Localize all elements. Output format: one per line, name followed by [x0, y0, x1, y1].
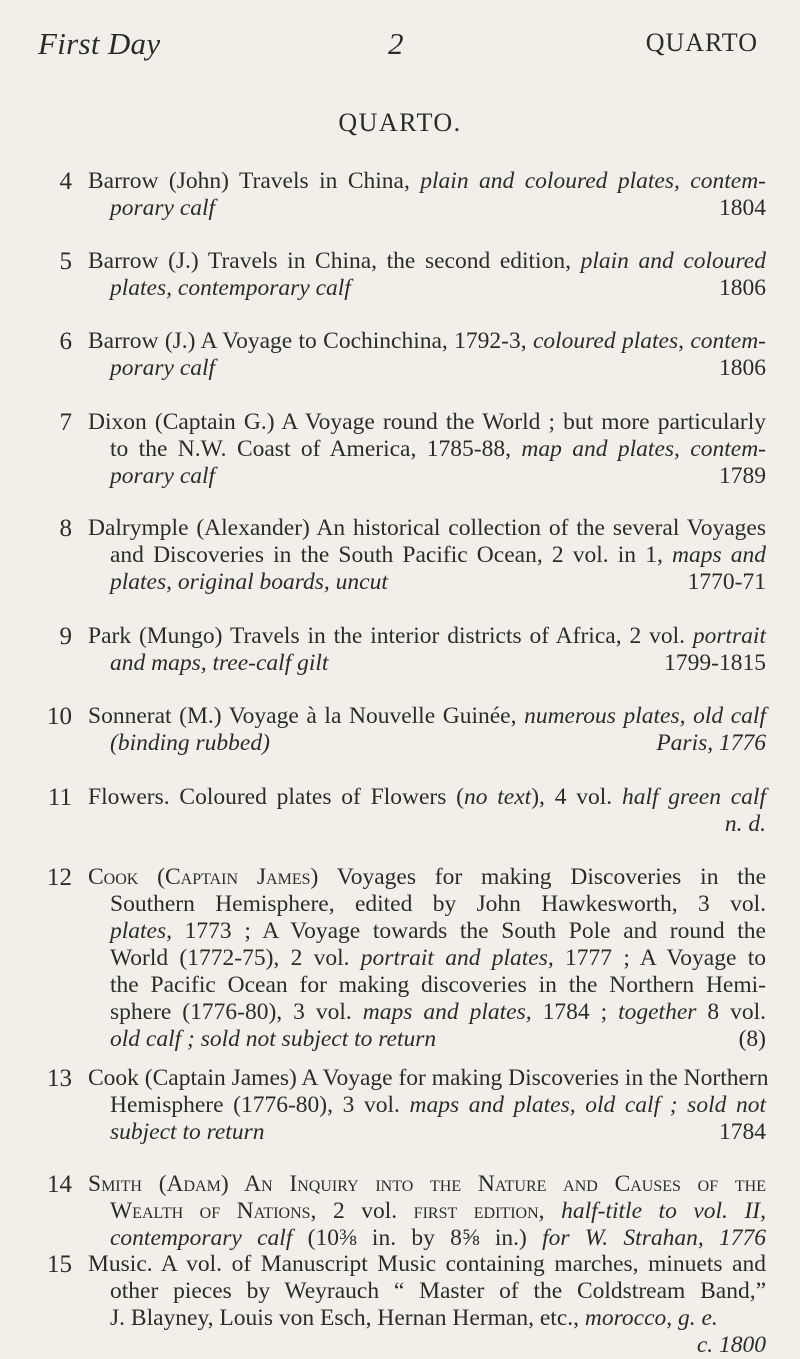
- lot-date: 1784: [719, 1119, 766, 1145]
- lot-description: Barrow (J.) A Voyage to Cochinchina, 1792-3, coloured plates, contem- porary calf 1806: [88, 328, 766, 381]
- lot-date: Paris, 1776: [656, 730, 766, 756]
- lot-number: 8: [59, 515, 72, 542]
- lot-date: c. 1800: [696, 1332, 766, 1358]
- section-title: QUARTO.: [338, 108, 462, 137]
- lot-number: 4: [59, 168, 72, 195]
- lot-description: Barrow (John) Travels in China, plain and coloured plates, contem- porary calf 1804: [88, 168, 766, 221]
- lot-description: Smith (Adam) An Inquiry into the Nature and Causes of the Wealth of Nations, 2 vol. first edition, half-title to vol. II, contemporary calf (10⅜ in. by 8⅝ in.) for W. Strahan, 1776: [88, 1171, 767, 1251]
- lot-number: 10: [47, 703, 72, 730]
- lot-number: 9: [59, 623, 72, 650]
- running-head-title: First Day: [38, 26, 161, 61]
- lot-date: (8): [738, 1026, 766, 1052]
- lot-number: 14: [47, 1171, 72, 1198]
- lot-date: 1770-71: [687, 569, 766, 595]
- lot-description: Park (Mungo) Travels in the interior districts of Africa, 2 vol. portrait and maps, tree-calf gilt 1799-1815: [88, 623, 766, 676]
- lot-description: Cook (Captain James) A Voyage for making Discoveries in the Northern Hemisphere (1776-80), 3 vol. maps and plates, old calf ; sold not subject to return 1784: [88, 1065, 769, 1145]
- lot-number: 13: [47, 1065, 72, 1092]
- lot-description: Cook (Captain James) Voyages for making Discoveries in the Southern Hemisphere, edited by John Hawkesworth, 3 vol. plates, 1773 ; A Voyage towards the South Pole and round the World (1772-75), 2 vol. portrait and plates, 1777 ; A Voyage to the Pacific Ocean for making discoveries in the Northern Hemi- sphere (1776-80), 3 vol. maps and plates, 1784 ; together 8 vol. old calf ; sold not subject to return (8): [88, 864, 767, 1052]
- lot-number: 5: [59, 248, 72, 275]
- lot-description: Dixon (Captain G.) A Voyage round the World ; but more particularly to the N.W. Coast of America, 1785-88, map and plates, contem- porary calf 1789: [88, 409, 766, 489]
- lot-number: 11: [47, 784, 72, 811]
- lot-description: Dalrymple (Alexander) An historical collection of the several Voyages and Discoveries in the South Pacific Ocean, 2 vol. in 1, maps and plates, original boards, uncut 1770-71: [88, 515, 766, 595]
- lot-date: n. d.: [724, 811, 766, 837]
- page-number: 2: [388, 26, 404, 61]
- lot-description: Barrow (J.) Travels in China, the second edition, plain and coloured plates, contemporary calf 1806: [88, 248, 766, 301]
- lot-number: 6: [59, 328, 72, 355]
- lot-description: Sonnerat (M.) Voyage à la Nouvelle Guinée, numerous plates, old calf (binding rubbed) Paris, 1776: [88, 703, 766, 756]
- running-head-section: QUARTO: [645, 28, 758, 57]
- lot-date: 1789: [719, 463, 766, 489]
- lot-date: 1806: [719, 355, 766, 381]
- lot-number: 7: [59, 409, 72, 436]
- lot-description: Flowers. Coloured plates of Flowers (no text), 4 vol. half green calf n. d.: [88, 784, 766, 837]
- lot-date: 1806: [719, 275, 766, 301]
- lot-description: Music. A vol. of Manuscript Music containing marches, minuets and other pieces by Weyrauch “ Master of the Coldstream Band,” J. Blayney, Louis von Esch, Hernan Herman, etc., morocco, g. e. c. 1800: [88, 1251, 766, 1358]
- lot-number: 12: [47, 864, 72, 891]
- lot-number: 15: [47, 1251, 72, 1278]
- page-header: [0, 26, 800, 66]
- lot-date: 1804: [719, 195, 766, 221]
- lot-date: 1799-1815: [664, 650, 766, 676]
